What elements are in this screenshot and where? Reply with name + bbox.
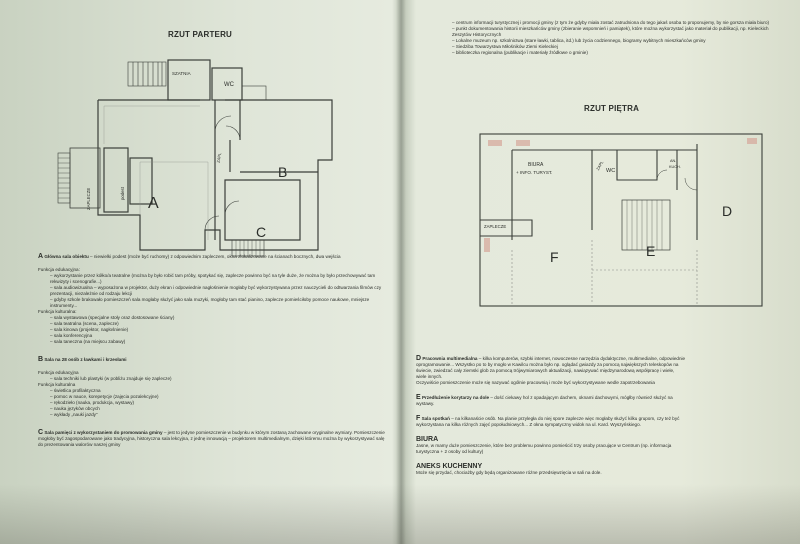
text-line: wystawy. xyxy=(416,401,435,406)
right-page xyxy=(402,0,800,544)
right-top-list xyxy=(452,20,782,56)
section-e: E Przedłużenie korytarzy na dole – dość ciekawy hol z opadającym dachem, oknami dachowymi, mógłby również służyć na xyxy=(416,394,673,401)
list-item: – nauka języków obcych xyxy=(38,406,388,412)
list-item: – pomoc w nauce, korepetycje (zajęcia pozalekcyjne) xyxy=(38,394,388,400)
section-b-edu-heading: Funkcja edukacyjna xyxy=(38,370,79,375)
label-info-turyst: + INFO. TURYST. xyxy=(516,170,553,175)
section-a-edu-heading: Funkcja edukacyjna: xyxy=(38,267,80,272)
aneks-heading: ANEKS KUCHENNY xyxy=(416,463,483,470)
list-item: – rękodzieło (nauka, produkcja, wystawy) xyxy=(38,400,388,406)
list-item: – centrum informacji turystycznej i promocji gminy (z tym że gdyby miała zostać zatrudniona do tego jakaś osoba to proponujemy, by nie gorsza miała biuro) xyxy=(452,20,782,26)
label-room-c: C xyxy=(256,224,267,240)
section-a-kult-heading: Funkcja kulturalna: xyxy=(38,309,77,314)
list-item: – sala konferencyjna xyxy=(38,333,388,339)
ground-floor-plan-title: RZUT PARTERU xyxy=(168,30,233,39)
label-an: AN. xyxy=(670,159,677,163)
text-line: Jasne, w mamy duże pomieszczenie, które bez problemu powinno pomieścić trzy osoby pracujące w Centrum (np. informacja xyxy=(416,443,672,448)
right-page-text xyxy=(416,356,791,476)
text-line: wiele innych. xyxy=(416,374,443,379)
label-zapl: ZAPL xyxy=(215,152,223,164)
list-item: – sala teatralna (scena, zaplecze) xyxy=(38,321,388,327)
ground-floor-plan xyxy=(0,40,400,290)
section-d: D Pracownia multimedialna – kilka komputerów, szybki internet, nowoczesne narzędzia dydaktyczne, multimedialne, odpowiednie xyxy=(416,355,686,362)
section-f: F Sala spotkań – na kilkanaście osób. Na planie przyległa do niej spore zaplecze więc mogłaby służyć kilku grupom, czy też być xyxy=(416,415,680,422)
label-room-b: B xyxy=(278,164,288,180)
section-c-text: C Sala pamięci z wykorzystaniem do promowania gminy – jest to jedyne pomieszczenie w budynku w którym zostaną zachowane oryginalne wymiary. Pomieszczenie mogłoby być zagospodarowane jako tradycyjna, historyczna sala lekcyjna, z jednę innowacją – projektorem multimedialnym, dzięki któremu można by wykorzystywać salę do prezentowania walorów naszej gminy xyxy=(38,429,385,447)
label-zaplecze-left: ZAPLECZE xyxy=(86,187,91,210)
list-item: – Siedziba Towarzystwa Miłośników Ziemi Kieleckiej xyxy=(452,44,782,50)
label-room-a: A xyxy=(148,195,159,212)
list-item: – sala wystawowa (specjalne stoły oraz dostosowane ściany) xyxy=(38,315,388,321)
label-room-e: E xyxy=(646,243,656,259)
list-item: – gdyby szkole brakowało pomieszczeń sala mogłaby służyć jako sala muzyki, mogłoby tam stać pianino, zaplecze pomieściłoby pomoce naukowe, mniejsze instrumenty... xyxy=(38,297,388,309)
text-line: Może się przydać, chociażby gdy będą organizowane różne przedsięwzięcia w sali na dole. xyxy=(416,470,602,475)
label-zaplecze-upper: ZAPLECZE xyxy=(484,224,507,229)
section-b-kult-heading: Funkcja kulturalna xyxy=(38,382,76,387)
list-item: – biblioteczka regionalna (publikacje i materiały źródłowe o gminie) xyxy=(452,50,782,56)
text-line: turystyczna + 2 osoby od kultury) xyxy=(416,449,484,454)
label-room-f: F xyxy=(550,249,559,265)
label-wc-upper: WC xyxy=(606,168,616,174)
section-a-intro: A Główna sala obiektu – niewielki podest (może być ruchomy) z odpowiednim zapleczem, okna zlokalizowane na ścianach bocznych, dwa wejścia xyxy=(38,253,341,260)
biura-heading: BIURA xyxy=(416,436,439,443)
label-kuch: KUCH. xyxy=(669,165,681,169)
list-item: – sala techniki lub plastyki (w pobliżu znajduje się zaplecze) xyxy=(38,376,388,382)
text-line: Oczywiście pomieszczenie może się nazywać ogólnie pracownią i może być wykorzystywane wedle zapotrzebowania xyxy=(416,380,655,385)
list-item: – wykłady „naukі jazdy” xyxy=(38,412,388,418)
first-floor-plan xyxy=(402,120,800,320)
label-biura: BIURA xyxy=(528,162,544,168)
label-szatnia: SZATNIA xyxy=(172,71,191,76)
text-line: wykorzystana na kilka różnych zajęć popołudniowych... Z okna sympatyczny widok na ul. Kard. Wyszyńskiego. xyxy=(416,422,641,427)
label-room-d: D xyxy=(722,203,733,219)
list-item: – Lokalne muzeum np. szkolnictwa (stare ławki, tablica, itd.) lub życia codziennego, biogramy wybitnych mieszkańców gminy xyxy=(452,38,782,44)
label-podest: podest xyxy=(120,187,125,200)
list-item: – wykorzystanie przez kółko/a teatralne (można by było robić tam próby, spotykać się, zaplecze powinno być na tyle duże, że można by było przechowywać tam rekwizyty i scenografie...) xyxy=(38,273,388,285)
first-floor-plan-title: RZUT PIĘTRA xyxy=(584,104,640,113)
label-zapl-upper: ZAPL xyxy=(595,159,605,172)
text-line: oprogramowanie... Wszystko po to by mogło w Kawilcu można było np. oglądać gwiazdy za pomocą największych teleskopów na xyxy=(416,362,679,367)
label-wc: WC xyxy=(224,82,234,88)
list-item: – świetlica profilaktyczna xyxy=(38,388,388,394)
list-item: – sala taneczna (na miejscu zabawy) xyxy=(38,339,388,345)
list-item: – punkt dokumentowania historii mieszkańców gminy (zbieranie wspomnień i pamiątek), które można wykorzystać jako materiał do publikacji, np. Kieleckich Zeszytów Historycznych xyxy=(452,26,782,38)
list-item: – sala kinowa (projektor, nagłośnienie) xyxy=(38,327,388,333)
left-page-text xyxy=(38,254,388,448)
list-item: – sala audiowizualna – wyposażona w projektor, duży ekran i odpowiednie nagłośnienie mogłaby być wykorzystywana przez nauczycieli do odtwarzania filmów czy prezentacji, niezależnie od rodzaju lekcji xyxy=(38,285,388,297)
section-b-heading: B Sala na 28 osób z ławkami i krzesłami xyxy=(38,356,127,363)
text-line: świecie, zwiedzać cały ziemski glob za pomocą trójwymiarowych aktualizacji, nawiązywać międzynarodową współpracę i wiele, xyxy=(416,368,675,373)
